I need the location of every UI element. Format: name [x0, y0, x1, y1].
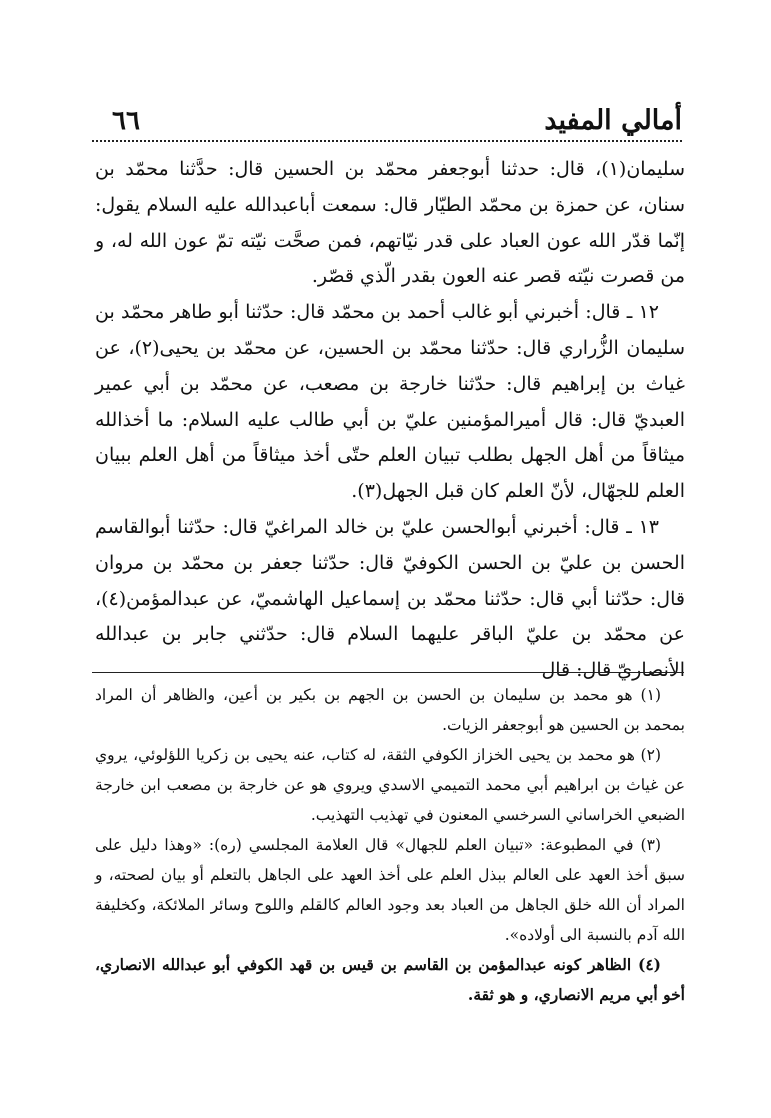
footnotes: [95, 680, 685, 1010]
page-number: ٦٦: [112, 106, 140, 136]
page-header: [92, 96, 682, 142]
paragraph-hadith-13: ١٣ ـ قال: أخبرني أبوالحسن عليّ بن خالد المراغيّ قال: حدّثنا أبوالقاسم الحسن بن عليّ بن الحسن الكوفيّ قال: حدّثنا جعفر بن محمّد بن مروان قال: حدّثنا أبي قال: حدّثنا محمّد بن إسماعيل الهاشميّ، عن عبدالمؤمن(٤)، عن محمّد بن عليّ الباقر عليهما السلام قال: حدّثني جابر بن عبدالله الأنصاريّ قال: قال: [95, 515, 685, 682]
running-title: أمالي المفيد: [544, 105, 682, 136]
main-text: [95, 152, 685, 689]
paragraph-continuation: سليمان(١)، قال: حدثنا أبوجعفر محمّد بن الحسين قال: حدَّثنا محمّد بن سنان، عن حمزة بن محمّد الطيّار قال: سمعت أباعبدالله عليه السلام يقول: إنّما قدّر الله عون العباد على قدر نيّاتهم، فمن صحَّت نيّته تمّ عون الله له، و من قصرت نيّته قصر عنه العون بقدر الّذي قصّر.: [95, 158, 685, 288]
footnote-1: (١) هو محمد بن سليمان بن الحسن بن الجهم بن بكير بن أعين، والظاهر أن المراد بمحمد بن الحسين هو أبوجعفر الزيات.: [95, 686, 685, 734]
footnote-divider: [92, 672, 684, 673]
footnote-2: (٢) هو محمد بن يحيى الخزاز الكوفي الثقة، له كتاب، عنه يحيى بن زكريا اللؤلوئي، يروي عن غياث بن ابراهيم أبي محمد التميمي الاسدي ويروي هو عن خارجة بن مصعب ابن خارجة الضبعي الخراساني السرخسي المعنون في تهذيب التهذيب.: [95, 746, 685, 824]
paragraph-hadith-12: ١٢ ـ قال: أخبرني أبو غالب أحمد بن محمّد قال: حدّثنا أبو طاهر محمّد بن سليمان الزُّراري قال: حدّثنا محمّد بن الحسين، عن محمّد بن يحيى(٢)، عن غياث بن إبراهيم قال: حدّثنا خارجة بن مصعب، عن محمّد بن أبي عمير العبديّ قال: قال أميرالمؤمنين عليّ بن أبي طالب عليه السلام: ما أخذالله ميثاقاً من أهل الجهل بطلب تبيان العلم حتّى أخذ ميثاقاً من أهل العلم ببيان العلم للجهّال، لأنّ العلم كان قبل الجهل(٣).: [95, 301, 685, 503]
footnote-3: (٣) في المطبوعة: «تبيان العلم للجهال» قال العلامة المجلسي (ره): «وهذا دليل على سبق أخذ العهد على العالم ببذل العلم على أخذ العهد على الجاهل بالتعلم أو بيان لصحته، و المراد أن الله خلق الجاهل من العباد بعد وجود العالم كالقلم واللوح وسائر الملائكة، وكخليفة الله آدم بالنسبة الى أولاده».: [95, 836, 685, 944]
footnote-4: (٤) الظاهر كونه عبدالمؤمن بن القاسم بن قيس بن قهد الكوفي أبو عبدالله الانصاري، أخو أبي مريم الانصاري، و هو ثقة.: [95, 955, 685, 1004]
